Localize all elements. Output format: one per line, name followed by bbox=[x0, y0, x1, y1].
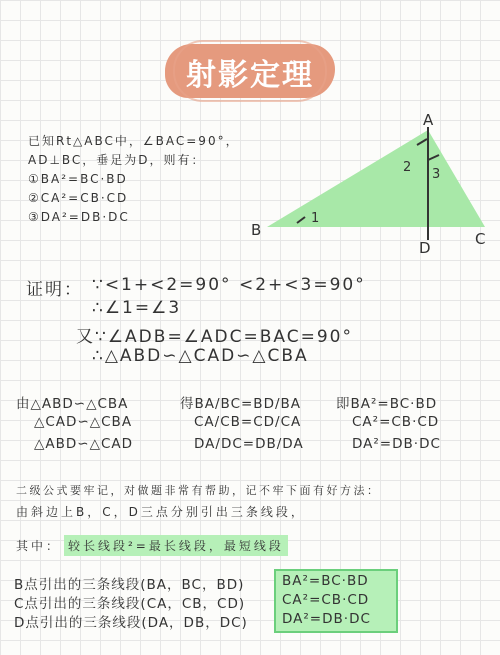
given-item-1: ①BA²=BC·BD bbox=[28, 172, 128, 186]
note-line-1: 二级公式要牢记，对做题非常有帮助，记不牢下面有好方法： bbox=[16, 484, 381, 497]
angle-3-label: 3 bbox=[432, 167, 441, 182]
title-banner bbox=[165, 40, 335, 102]
segment-d-formula: DA²=DB·DC bbox=[282, 611, 371, 627]
note-line-2: 由斜边上B，C，D三点分别引出三条线段， bbox=[16, 505, 306, 519]
derive-left-1: 由△ABD∽△CBA bbox=[16, 396, 129, 412]
segment-d-line: D点引出的三条线段(DA，DB，DC) bbox=[14, 615, 248, 631]
given-line-1: 已知Rt△ABC中，∠BAC=90°， bbox=[28, 134, 240, 148]
proof-line-1: ∵<1+<2=90° <2+<3=90° bbox=[92, 275, 366, 295]
label-a: A bbox=[423, 111, 434, 129]
rule-highlight: 较长线段²=最长线段，最短线段 bbox=[64, 535, 288, 556]
label-b: B bbox=[251, 221, 262, 239]
triangle-diagram bbox=[245, 105, 495, 265]
segment-c-formula: CA²=CB·CD bbox=[282, 592, 370, 608]
segment-b-line: B点引出的三条线段(BA，BC，BD) bbox=[14, 577, 245, 593]
proof-line-2: ∴∠1=∠3 bbox=[92, 298, 182, 318]
angle-2-label: 2 bbox=[403, 160, 412, 175]
derive-right-1: 即BA²=BC·BD bbox=[336, 396, 438, 412]
proof-line-4: ∴△ABD∽△CAD∽△CBA bbox=[92, 346, 309, 366]
derive-right-2: CA²=CB·CD bbox=[352, 414, 440, 430]
derive-mid-3: DA/DC=DB/DA bbox=[194, 436, 304, 452]
derive-right-3: DA²=DB·DC bbox=[352, 436, 441, 452]
given-item-3: ③DA²=DB·DC bbox=[28, 210, 130, 224]
proof-line-3: 又∵∠ADB=∠ADC=BAC=90° bbox=[76, 327, 353, 347]
given-item-2: ②CA²=CB·CD bbox=[28, 191, 129, 205]
segment-c-line: C点引出的三条线段(CA，CB，CD) bbox=[14, 596, 246, 612]
triangle-shape bbox=[267, 130, 485, 227]
angle-1-label: 1 bbox=[311, 211, 320, 226]
label-c: C bbox=[475, 230, 486, 248]
derive-left-2: △CAD∽△CBA bbox=[34, 414, 133, 430]
page-title: 射影定理 bbox=[186, 58, 314, 93]
segment-b-formula: BA²=BC·BD bbox=[282, 573, 369, 589]
derive-mid-1: 得BA/BC=BD/BA bbox=[180, 396, 302, 412]
label-d: D bbox=[419, 239, 431, 257]
proof-label: 证明： bbox=[26, 280, 83, 300]
derive-mid-2: CA/CB=CD/CA bbox=[194, 414, 302, 430]
given-line-2: AD⊥BC，垂足为D，则有： bbox=[28, 153, 206, 167]
derive-left-3: △ABD∽△CAD bbox=[34, 436, 134, 452]
rule-label: 其中： bbox=[16, 539, 62, 553]
